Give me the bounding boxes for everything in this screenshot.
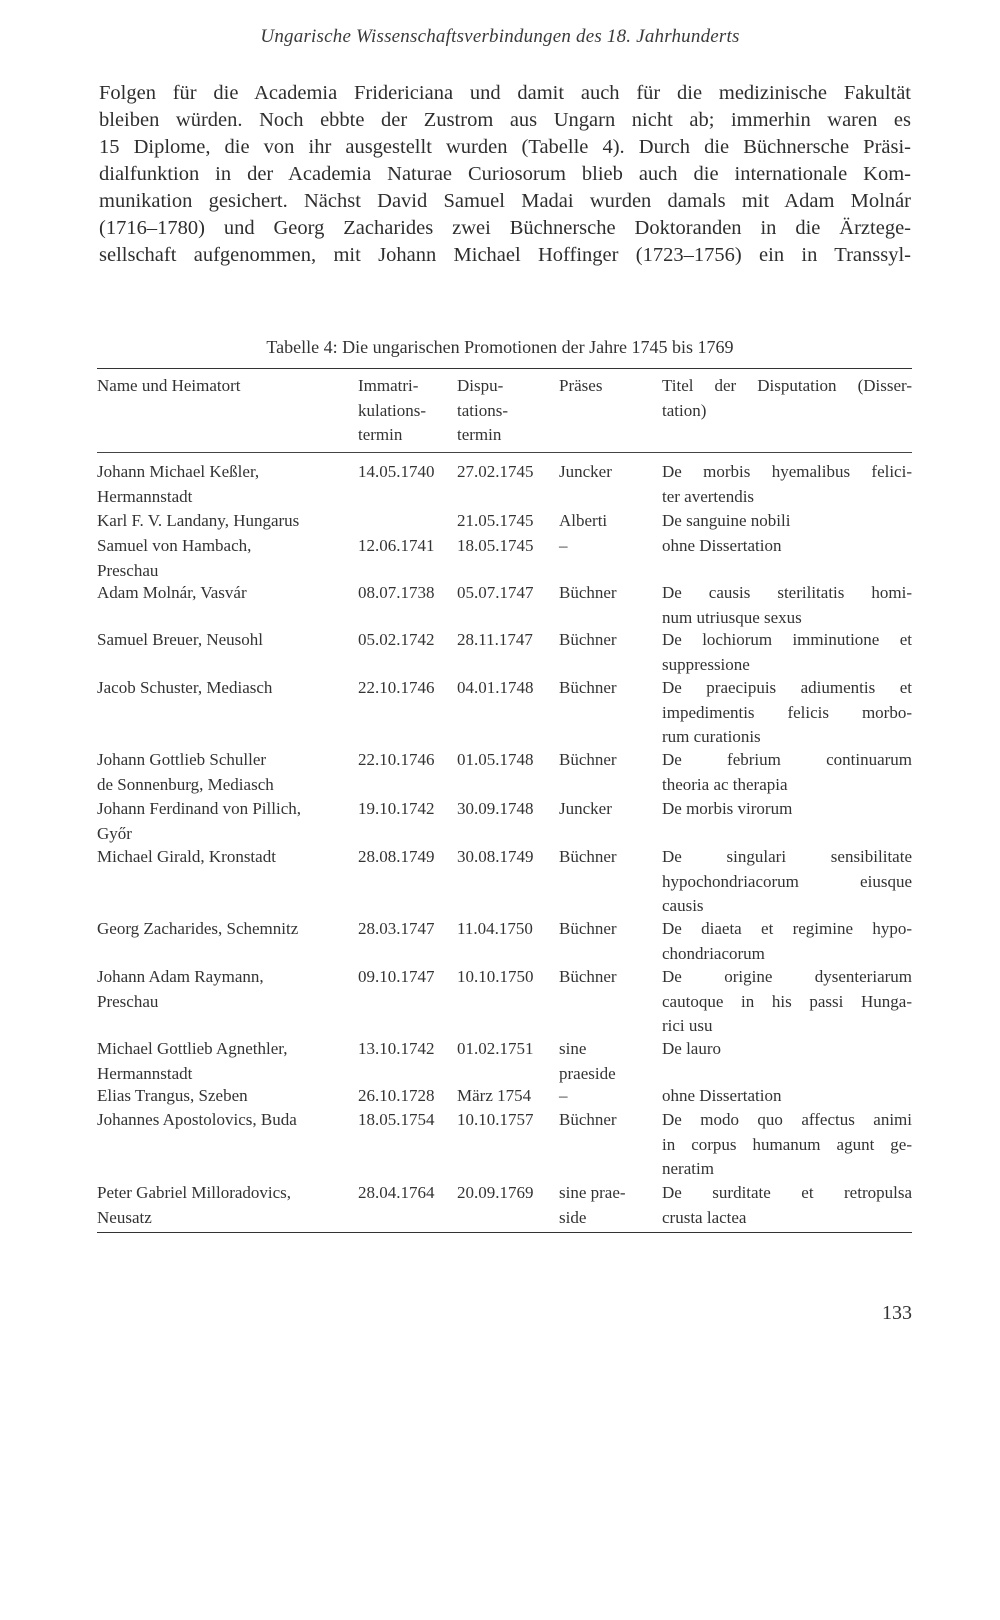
row-name-line: Johann Gottlieb Schuller (97, 750, 267, 769)
row-title (662, 1084, 912, 1109)
row-disputation (457, 965, 557, 990)
row-name-line: Johann Adam Raymann, (97, 967, 264, 986)
row-title-line: De singulari sensibilitate (662, 847, 912, 866)
row-title-line: De causis sterilitatis homi- (662, 583, 912, 602)
row-title-line: impedimentis felicis morbo- (662, 702, 912, 722)
row-title-line: De surditate et retropulsa (662, 1183, 912, 1202)
row-immatriculation-value: 12.06.1741 (358, 536, 435, 555)
row-immatriculation-value: 22.10.1746 (358, 678, 435, 697)
row-praeses (559, 1108, 651, 1133)
row-name-line: Peter Gabriel Milloradovics, (97, 1183, 292, 1202)
row-praeses-line: Büchner (559, 678, 617, 697)
row-disputation-value: 20.09.1769 (457, 1183, 534, 1202)
row-praeses (559, 628, 651, 653)
row-immatriculation-value: 22.10.1746 (358, 750, 435, 769)
row-title-line: De morbis virorum (662, 799, 793, 818)
row-praeses (559, 676, 651, 701)
row-name (97, 797, 349, 846)
header-disp-line: tations- (457, 400, 508, 420)
row-name (97, 1037, 349, 1086)
row-immatriculation (358, 676, 458, 701)
row-disputation-value: März 1754 (457, 1086, 532, 1105)
row-title (662, 534, 912, 559)
row-immatriculation (358, 1108, 458, 1133)
row-title-line: hypochondriacorum eiusque (662, 871, 912, 891)
row-title (662, 1037, 912, 1062)
row-praeses-line: Juncker (559, 799, 612, 818)
row-immatriculation-value: 13.10.1742 (358, 1039, 435, 1058)
row-title-line: cautoque in his passi Hunga- (662, 991, 912, 1011)
row-name-line: Samuel Breuer, Neusohl (97, 630, 263, 649)
header-title (662, 374, 912, 423)
row-immatriculation (358, 917, 458, 942)
row-title (662, 628, 912, 677)
row-name (97, 628, 349, 653)
row-name (97, 748, 349, 797)
row-name-line: Michael Girald, Kronstadt (97, 847, 276, 866)
table-top-rule (97, 368, 912, 369)
row-disputation (457, 797, 557, 822)
row-disputation (457, 676, 557, 701)
row-praeses-line: Büchner (559, 919, 617, 938)
row-name-line: Johann Ferdinand von Pillich, (97, 799, 301, 818)
row-immatriculation (358, 628, 458, 653)
row-name-line: Johannes Apostolovics, Buda (97, 1110, 297, 1129)
row-title-line: rici usu (662, 1016, 713, 1035)
row-title-line: chondriacorum (662, 943, 765, 963)
row-title-line: De modo quo affectus animi (662, 1110, 912, 1129)
row-title (662, 1181, 912, 1230)
row-name (97, 845, 349, 870)
row-title-line: neratim (662, 1159, 714, 1178)
row-disputation (457, 628, 557, 653)
row-disputation-value: 18.05.1745 (457, 536, 534, 555)
row-disputation-value: 30.09.1748 (457, 799, 534, 818)
row-disputation-value: 11.04.1750 (457, 919, 533, 938)
body-paragraph (99, 80, 911, 269)
row-name-line: Hermannstadt (97, 486, 193, 506)
row-name (97, 534, 349, 583)
row-immatriculation (358, 581, 458, 606)
header-imm-line: Immatri- (358, 376, 419, 395)
row-name-line: Georg Zacharides, Schemnitz (97, 919, 299, 938)
row-title-line: num utriusque sexus (662, 607, 802, 627)
row-title (662, 917, 912, 966)
header-disp-line: Dispu- (457, 376, 504, 395)
row-name (97, 965, 349, 1014)
row-title (662, 581, 912, 630)
header-imm-line: termin (358, 425, 403, 444)
row-immatriculation-value: 28.04.1764 (358, 1183, 435, 1202)
row-disputation (457, 748, 557, 773)
row-praeses (559, 1037, 651, 1086)
row-immatriculation (358, 534, 458, 559)
row-title (662, 676, 912, 750)
row-immatriculation-value: 28.08.1749 (358, 847, 435, 866)
row-praeses (559, 845, 651, 870)
row-name-line: Elias Trangus, Szeben (97, 1086, 248, 1105)
row-praeses (559, 965, 651, 990)
row-praeses-line: Büchner (559, 630, 617, 649)
row-title-line: De praecipuis adiumentis et (662, 678, 912, 697)
row-disputation-value: 27.02.1745 (457, 462, 534, 481)
row-title-line: suppressione (662, 654, 750, 674)
row-praeses-line: – (559, 536, 568, 555)
row-title-line: in corpus humanum agunt ge- (662, 1134, 912, 1154)
body-line: (1716–1780) und Georg Zacharides zwei Büchnersche Doktoranden in die Ärztege- (99, 217, 911, 239)
row-name-line: Győr (97, 823, 132, 843)
table-bottom-rule (97, 1232, 912, 1233)
header-disputation (457, 374, 557, 448)
row-praeses (559, 917, 651, 942)
row-immatriculation (358, 1084, 458, 1109)
row-praeses-line: Juncker (559, 462, 612, 481)
row-disputation-value: 10.10.1757 (457, 1110, 534, 1129)
row-disputation (457, 509, 557, 534)
row-name-line: Neusatz (97, 1207, 152, 1227)
row-title (662, 1108, 912, 1182)
row-immatriculation-value: 19.10.1742 (358, 799, 435, 818)
row-name (97, 581, 349, 606)
header-title-line: tation) (662, 400, 707, 420)
header-praeses-line: Präses (559, 376, 603, 395)
row-title-line: ohne Dissertation (662, 1086, 782, 1105)
row-praeses (559, 460, 651, 485)
row-title-line: ter avertendis (662, 486, 755, 506)
row-name (97, 1084, 349, 1109)
row-praeses-line: Büchner (559, 1110, 617, 1129)
row-praeses-line: sine prae- (559, 1183, 626, 1202)
row-immatriculation-value: 26.10.1728 (358, 1086, 435, 1105)
row-disputation-value: 10.10.1750 (457, 967, 534, 986)
row-title-line: crusta lactea (662, 1207, 747, 1227)
row-name-line: Jacob Schuster, Mediasch (97, 678, 273, 697)
row-immatriculation (358, 1181, 458, 1206)
row-praeses (559, 797, 651, 822)
row-title (662, 509, 912, 534)
row-title (662, 460, 912, 509)
row-disputation (457, 1108, 557, 1133)
row-name-line: Michael Gottlieb Agnethler, (97, 1039, 288, 1058)
row-disputation-value: 01.02.1751 (457, 1039, 534, 1058)
row-disputation-value: 04.01.1748 (457, 678, 534, 697)
row-disputation-value: 01.05.1748 (457, 750, 534, 769)
row-title-line: De diaeta et regimine hypo- (662, 919, 912, 938)
row-immatriculation-value: 28.03.1747 (358, 919, 435, 938)
header-praeses (559, 374, 651, 399)
row-title-line: ohne Dissertation (662, 536, 782, 555)
row-praeses (559, 748, 651, 773)
row-immatriculation-value: 14.05.1740 (358, 462, 435, 481)
running-head: Ungarische Wissenschaftsverbindungen des 18. Jahrhunderts (260, 26, 740, 47)
row-disputation-value: 05.07.1747 (457, 583, 534, 602)
table-header-rule (97, 452, 912, 453)
body-line: bleiben würden. Noch ebbte der Zustrom aus Ungarn nicht ab; immerhin waren es (99, 109, 911, 131)
header-imm-line: kulations- (358, 400, 426, 420)
row-immatriculation (358, 845, 458, 870)
row-name (97, 917, 349, 942)
row-immatriculation (358, 748, 458, 773)
row-praeses-line: Alberti (559, 511, 608, 530)
row-praeses (559, 534, 651, 559)
row-name-line: Samuel von Hambach, (97, 536, 252, 555)
row-title (662, 965, 912, 1039)
table-caption: Tabelle 4: Die ungarischen Promotionen der Jahre 1745 bis 1769 (266, 337, 734, 357)
row-title-line: De morbis hyemalibus felici- (662, 462, 912, 481)
row-praeses (559, 1084, 651, 1109)
header-name-line: Name und Heimatort (97, 376, 241, 395)
row-praeses-line: Büchner (559, 967, 617, 986)
row-disputation-value: 30.08.1749 (457, 847, 534, 866)
row-immatriculation-value: 08.07.1738 (358, 583, 435, 602)
row-praeses-line: Büchner (559, 847, 617, 866)
row-name (97, 1108, 349, 1133)
row-disputation (457, 534, 557, 559)
row-title-line: De lauro (662, 1039, 722, 1058)
row-name-line: Preschau (97, 991, 159, 1011)
row-praeses-line: side (559, 1207, 587, 1227)
header-name (97, 374, 349, 399)
row-disputation-value: 28.11.1747 (457, 630, 533, 649)
row-title-line: rum curationis (662, 727, 761, 746)
row-title-line: De lochiorum imminutione et (662, 630, 912, 649)
row-disputation-value: 21.05.1745 (457, 511, 534, 530)
row-disputation (457, 460, 557, 485)
row-title (662, 845, 912, 919)
page-number: 133 (882, 1302, 912, 1324)
row-name (97, 460, 349, 509)
row-immatriculation (358, 460, 458, 485)
row-name (97, 676, 349, 701)
row-name-line: Preschau (97, 560, 159, 580)
row-praeses-line: Büchner (559, 583, 617, 602)
body-line: 15 Diplome, die von ihr ausgestellt wurden (Tabelle 4). Durch die Büchnersche Präsi- (99, 136, 911, 158)
row-title-line: theoria ac therapia (662, 774, 788, 794)
header-disp-line: termin (457, 425, 502, 444)
header-immatriculation (358, 374, 458, 448)
row-immatriculation-value: 18.05.1754 (358, 1110, 435, 1129)
body-line: sellschaft aufgenommen, mit Johann Michael Hoffinger (1723–1756) ein in Transsyl- (99, 244, 911, 266)
row-praeses (559, 509, 651, 534)
row-name (97, 509, 349, 534)
row-name-line: Johann Michael Keßler, (97, 462, 260, 481)
row-disputation (457, 845, 557, 870)
row-immatriculation (358, 797, 458, 822)
row-praeses-line: Büchner (559, 750, 617, 769)
row-title-line: De febrium continuarum (662, 750, 912, 769)
row-disputation (457, 1037, 557, 1062)
row-immatriculation (358, 965, 458, 990)
row-name-line: de Sonnenburg, Mediasch (97, 774, 274, 794)
row-immatriculation-value: 05.02.1742 (358, 630, 435, 649)
row-title (662, 797, 912, 822)
body-line: dialfunktion in der Academia Naturae Curiosorum blieb auch die internationale Kom- (99, 163, 911, 185)
header-title-line: Titel der Disputation (Disser- (662, 376, 912, 395)
body-line: Folgen für die Academia Fridericiana und damit auch für die medizinische Fakultät (99, 82, 911, 104)
row-title-line: De sanguine nobili (662, 511, 791, 530)
row-praeses (559, 1181, 651, 1230)
row-disputation (457, 917, 557, 942)
row-name-line: Adam Molnár, Vasvár (97, 583, 247, 602)
row-praeses-line: – (559, 1086, 568, 1105)
row-disputation (457, 1181, 557, 1206)
row-disputation (457, 581, 557, 606)
row-name-line: Karl F. V. Landany, Hungarus (97, 511, 300, 530)
row-immatriculation (358, 1037, 458, 1062)
row-disputation (457, 1084, 557, 1109)
row-title (662, 748, 912, 797)
row-name (97, 1181, 349, 1230)
row-praeses (559, 581, 651, 606)
row-title-line: causis (662, 896, 704, 915)
row-name-line: Hermannstadt (97, 1063, 193, 1083)
row-title-line: De origine dysenteriarum (662, 967, 912, 986)
row-praeses-line: sine (559, 1039, 587, 1058)
body-line: munikation gesichert. Nächst David Samuel Madai wurden damals mit Adam Molnár (99, 190, 911, 212)
row-praeses-line: praeside (559, 1063, 616, 1083)
row-immatriculation-value: 09.10.1747 (358, 967, 435, 986)
